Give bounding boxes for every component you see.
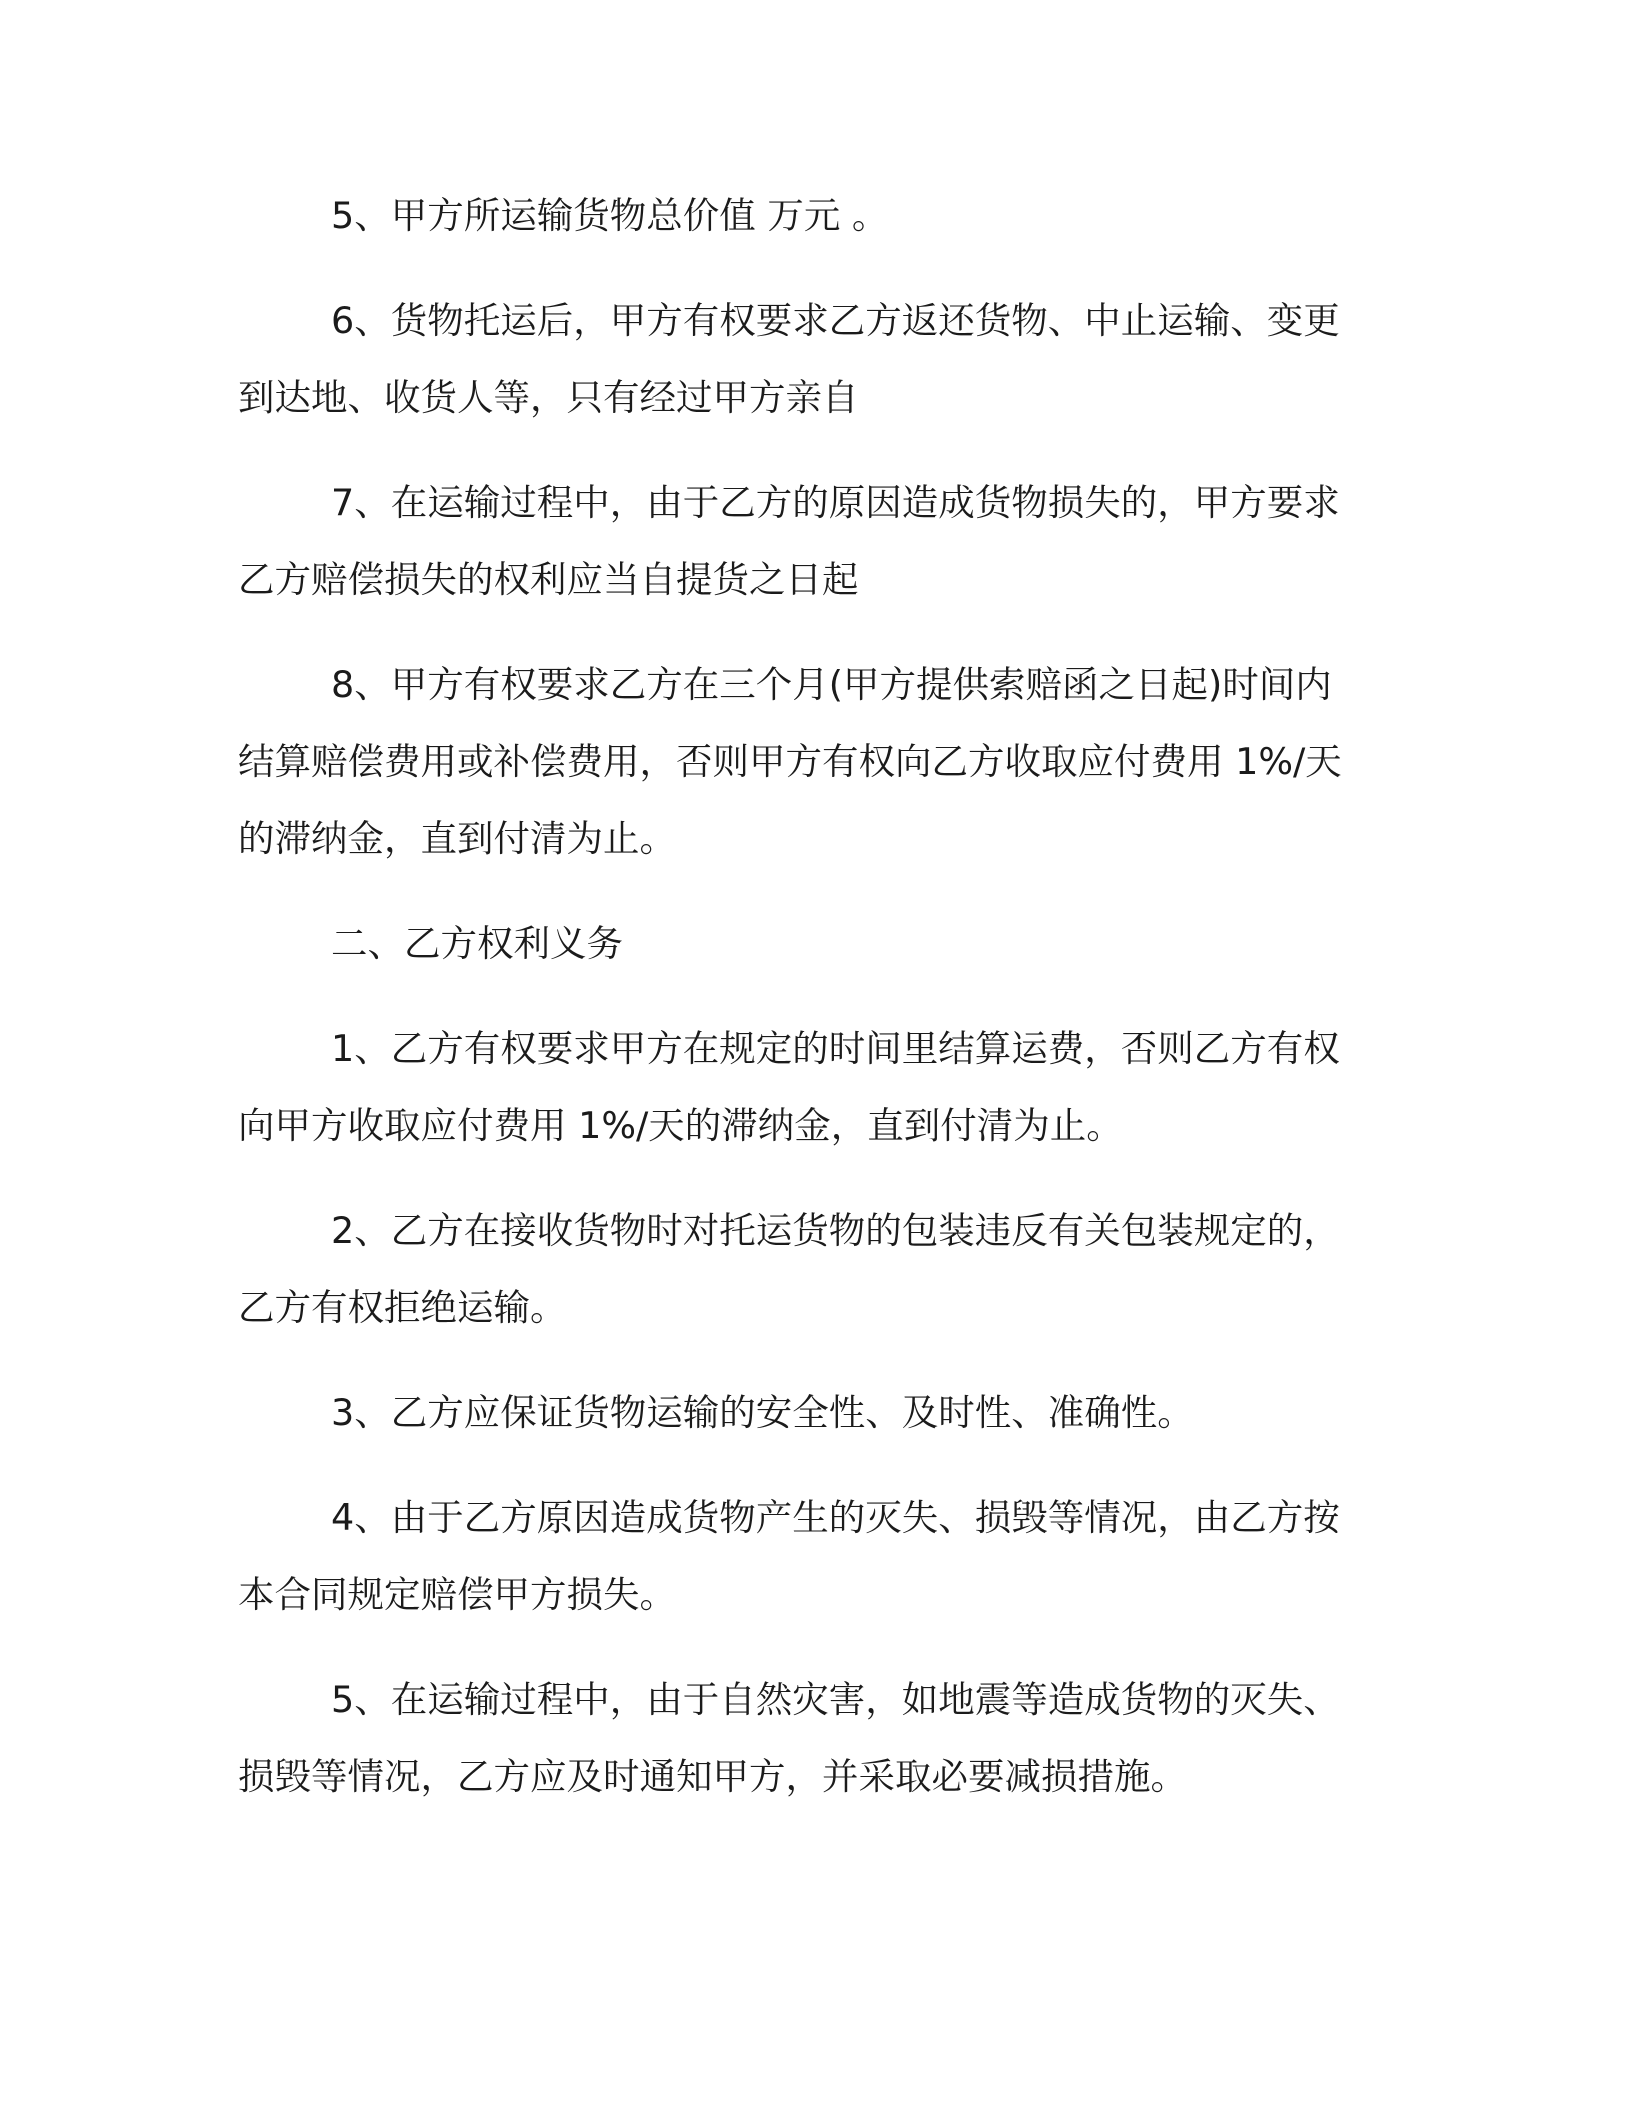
clause-8-settlement — [238, 646, 1632, 877]
paragraph-line: 8、甲方有权要求乙方在三个月(甲方提供索赔函之日起)时间内 — [331, 663, 1332, 706]
paragraph-line: 乙方有权拒绝运输。 — [238, 1286, 567, 1329]
paragraph-line: 5、在运输过程中，由于自然灾害，如地震等造成货物的灭失、 — [331, 1678, 1340, 1721]
paragraph-line: 本合同规定赔偿甲方损失。 — [238, 1573, 676, 1616]
clause-1-freight-settlement — [238, 1010, 1632, 1164]
paragraph-line: 结算赔偿费用或补偿费用，否则甲方有权向乙方收取应付费用 1%/天 — [238, 740, 1342, 783]
clause-5-natural-disaster — [238, 1661, 1632, 1815]
paragraph-line: 7、在运输过程中，由于乙方的原因造成货物损失的，甲方要求 — [331, 481, 1340, 524]
clause-5-total-value — [238, 177, 1632, 254]
clause-7-loss-compensation — [238, 464, 1632, 618]
paragraph-line: 4、由于乙方原因造成货物产生的灭失、损毁等情况，由乙方按 — [331, 1496, 1340, 1539]
paragraph-line: 到达地、收货人等，只有经过甲方亲自 — [238, 376, 859, 419]
paragraph-line: 3、乙方应保证货物运输的安全性、及时性、准确性。 — [331, 1391, 1194, 1434]
paragraph-line: 的滞纳金，直到付清为止。 — [238, 817, 676, 860]
section-heading-text: 二、乙方权利义务 — [331, 922, 623, 965]
clause-3-safety — [238, 1374, 1632, 1451]
clause-6-cargo-changes — [238, 282, 1632, 436]
clause-2-packaging — [238, 1192, 1632, 1346]
paragraph-line: 6、货物托运后，甲方有权要求乙方返还货物、中止运输、变更 — [331, 299, 1340, 342]
paragraph-line: 5、甲方所运输货物总价值 万元 。 — [331, 194, 889, 237]
paragraph-line: 乙方赔偿损失的权利应当自提货之日起 — [238, 558, 859, 601]
section-heading — [238, 905, 1632, 982]
paragraph-line: 向甲方收取应付费用 1%/天的滞纳金，直到付清为止。 — [238, 1104, 1123, 1147]
clause-4-damage-liability — [238, 1479, 1632, 1633]
paragraph-line: 损毁等情况，乙方应及时通知甲方，并采取必要减损措施。 — [238, 1755, 1187, 1798]
paragraph-line: 1、乙方有权要求甲方在规定的时间里结算运费，否则乙方有权 — [331, 1027, 1340, 1070]
paragraph-line: 2、乙方在接收货物时对托运货物的包装违反有关包装规定的， — [331, 1209, 1340, 1252]
